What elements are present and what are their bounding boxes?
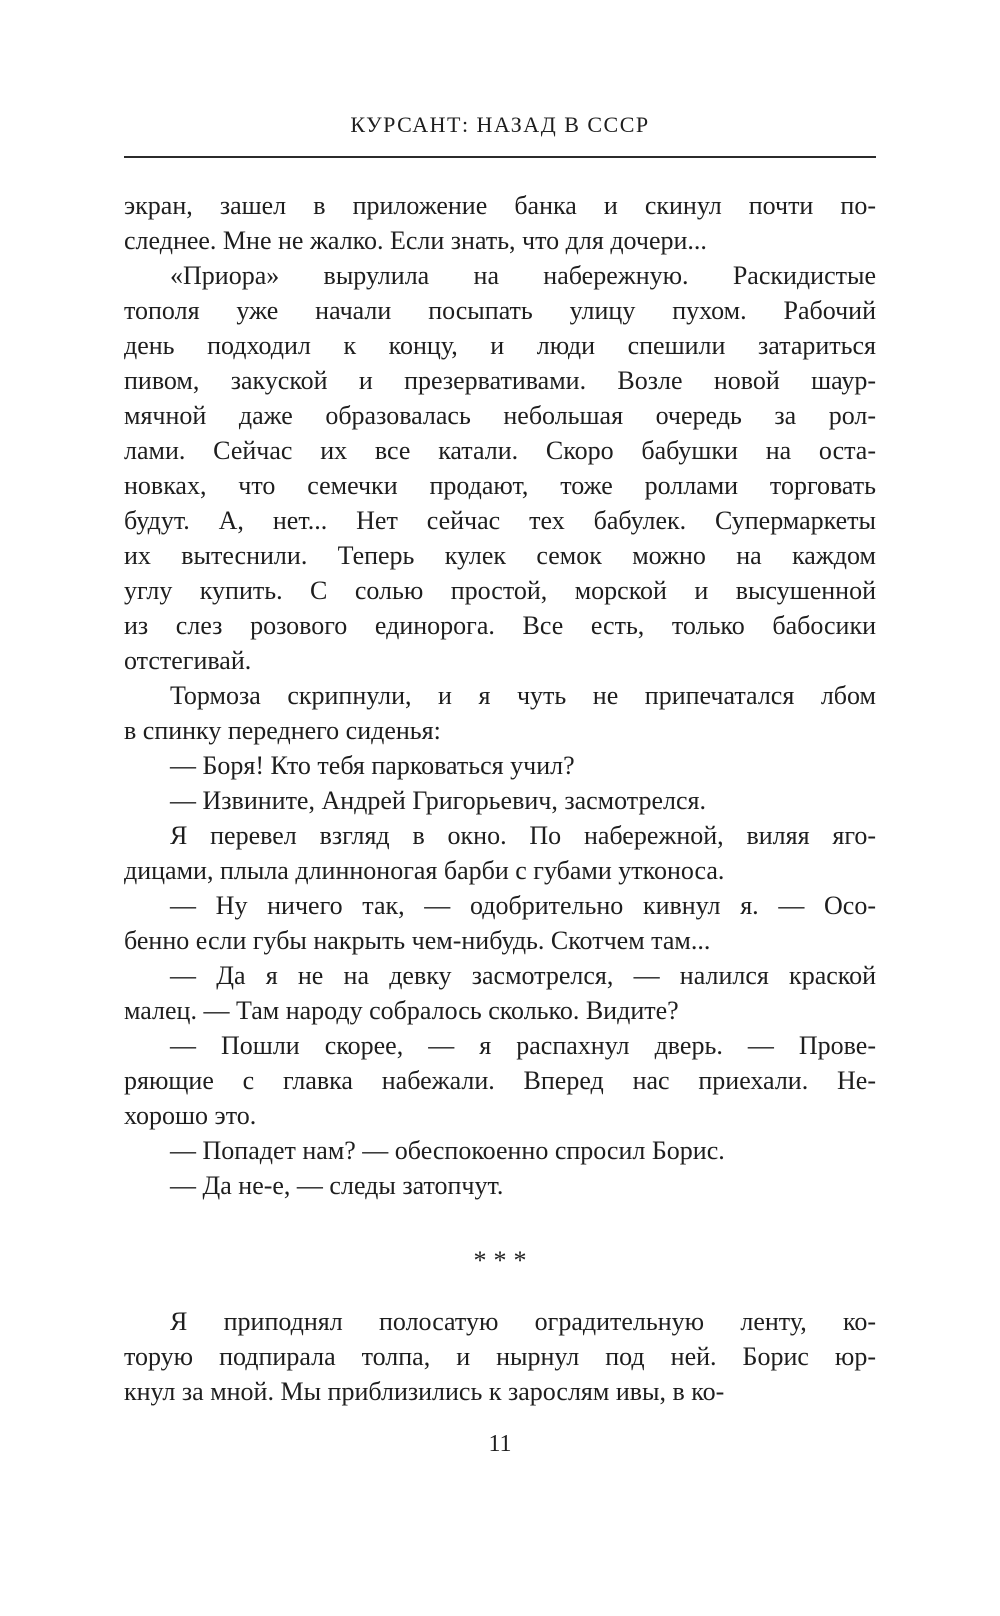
text-line: малец. — Там народу собралось сколько. Видите? <box>124 996 679 1025</box>
paragraph <box>124 258 876 678</box>
text-line: ряющие с главка набежали. Вперед нас приехали. Не- <box>124 1066 876 1095</box>
text-line: экран, зашел в приложение банка и скинул почти по- <box>124 191 876 220</box>
paragraph <box>124 783 876 818</box>
text-line: из слез розового единорога. Все есть, только бабосики <box>124 611 876 640</box>
book-title: КУРСАНТ: НАЗАД В СССР <box>350 112 650 137</box>
text-line: Я перевел взгляд в окно. По набережной, виляя яго- <box>170 821 876 850</box>
text-line: хорошо это. <box>124 1101 257 1130</box>
text-line: новках, что семечки продают, тоже роллами торговать <box>124 471 876 500</box>
text-line: в спинку переднего сиденья: <box>124 716 441 745</box>
paragraph <box>124 1304 876 1409</box>
text-line: торую подпирала толпа, и нырнул под ней. Борис юр- <box>124 1342 876 1371</box>
text-line: углу купить. С солью простой, морской и высушенной <box>124 576 876 605</box>
paragraph <box>124 678 876 748</box>
text-line: лами. Сейчас их все катали. Скоро бабушки на оста- <box>124 436 876 465</box>
text-line: Тормоза скрипнули, и я чуть не припечатался лбом <box>170 681 876 710</box>
text-line: — Да я не на девку засмотрелся, — налился краской <box>170 961 876 990</box>
running-header <box>124 112 876 158</box>
text-line: следнее. Мне не жалко. Если знать, что для дочери... <box>124 226 707 255</box>
paragraph <box>124 958 876 1028</box>
text-line: тополя уже начали посыпать улицу пухом. Рабочий <box>124 296 876 325</box>
paragraph <box>124 1168 876 1203</box>
text-line: кнул за мной. Мы приблизились к зарослям ивы, в ко- <box>124 1377 725 1406</box>
text-line: Я приподнял полосатую оградительную ленту, ко- <box>170 1307 876 1336</box>
text-line: их вытеснили. Теперь кулек семок можно на каждом <box>124 541 876 570</box>
text-line: мячной даже образовалась небольшая очередь за рол- <box>124 401 876 430</box>
text-line: «Приора» вырулила на набережную. Раскидистые <box>170 261 876 290</box>
header-rule <box>124 156 876 158</box>
text-line: — Ну ничего так, — одобрительно кивнул я. — Осо- <box>170 891 876 920</box>
paragraph <box>124 1028 876 1133</box>
text-line: — Попадет нам? — обеспокоенно спросил Борис. <box>170 1136 725 1165</box>
text-line: день подходил к концу, и люди спешили затариться <box>124 331 876 360</box>
text-line: — Пошли скорее, — я распахнул дверь. — Прове- <box>170 1031 876 1060</box>
text-line: дицами, плыла длинноногая барби с губами утконоса. <box>124 856 725 885</box>
page-body <box>124 188 876 1409</box>
paragraph <box>124 818 876 888</box>
text-line: — Извините, Андрей Григорьевич, засмотрелся. <box>170 786 706 815</box>
book-page <box>124 0 876 1458</box>
page-number: 11 <box>488 1431 512 1457</box>
text-line: пивом, закуской и презервативами. Возле новой шаур- <box>124 366 876 395</box>
text-line: будут. А, нет... Нет сейчас тех бабулек. Супермаркеты <box>124 506 876 535</box>
text-line: — Боря! Кто тебя парковаться учил? <box>170 751 575 780</box>
paragraph <box>124 188 876 258</box>
text-line: отстегивай. <box>124 646 252 675</box>
paragraph <box>124 748 876 783</box>
text-line: бенно если губы накрыть чем-нибудь. Скотчем там... <box>124 926 711 955</box>
section-separator: *** <box>473 1246 534 1275</box>
text-line: — Да не-е, — следы затопчут. <box>170 1171 504 1200</box>
paragraph <box>124 1133 876 1168</box>
paragraph <box>124 888 876 958</box>
